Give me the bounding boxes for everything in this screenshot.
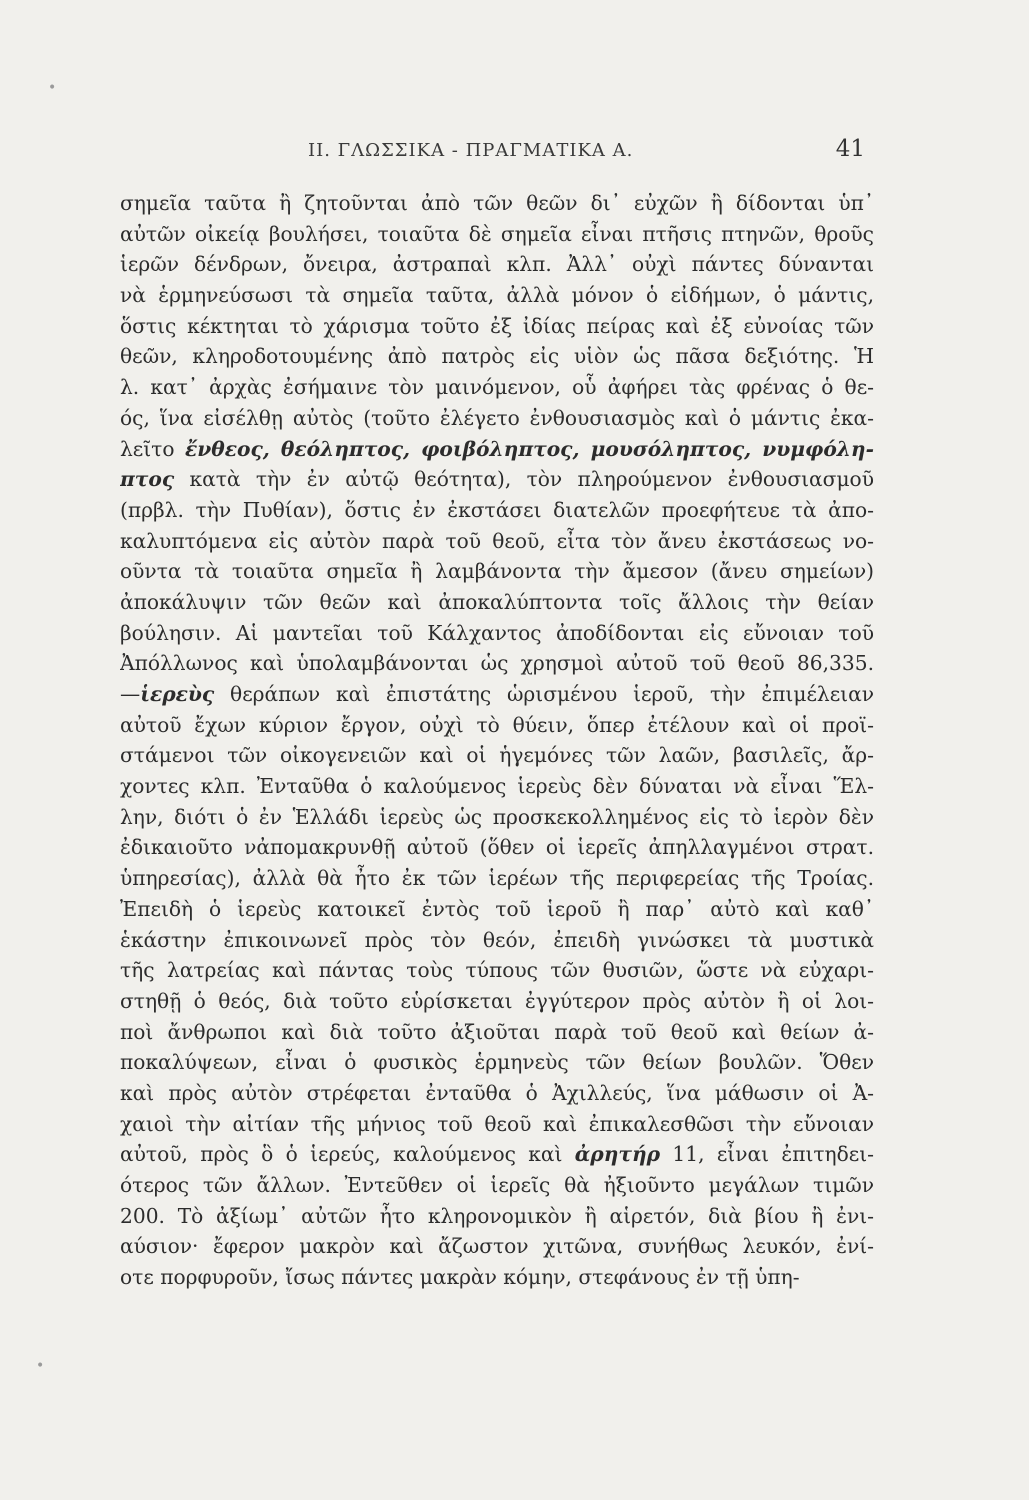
page-number: 41 — [835, 136, 865, 162]
margin-speck: • — [48, 80, 57, 96]
text-segment: ὑπηρεσίας), ἀλλὰ θὰ ἦτο ἐκ τῶν ἱερέων τῆς περιφερείας τῆς Τροίας. — [120, 866, 874, 891]
text-segment: οῦντα τὰ τοιαῦτα σημεῖα ἢ λαμβάνοντα τὴν ἄμεσον (ἄνευ σημείων) — [120, 559, 874, 584]
text-line — [120, 341, 874, 372]
running-title: II. ΓΛΩΣΣΙΚΑ - ΠΡΑΓΜΑΤΙΚΑ Α. — [308, 140, 634, 161]
text-line — [120, 710, 874, 741]
text-segment: ότερος τῶν ἄλλων. Ἐντεῦθεν οἱ ἱερεῖς θὰ ἠξιοῦντο μεγάλων τιμῶν — [120, 1173, 874, 1197]
text-segment: — — [120, 682, 141, 706]
text-line — [120, 771, 874, 802]
text-segment: θεῶν, κληροδοτουμένης ἀπὸ πατρὸς εἰς υἱὸν ὡς πᾶσα δεξιότης. Ἡ — [120, 344, 874, 369]
text-line — [120, 894, 874, 925]
text-line — [120, 403, 874, 434]
text-segment: Ἀπόλλωνος καὶ ὑπολαμβάνονται ὡς χρησμοὶ αὐτοῦ τοῦ θεοῦ 86,335. — [120, 651, 874, 676]
text-segment: Ἐπειδὴ ὁ ἱερεὺς κατοικεῖ ἐντὸς τοῦ ἱεροῦ ἢ παρ᾽ αὐτὸ καὶ καθ᾽ — [120, 896, 874, 921]
text-segment: ός, ἵνα εἰσέλθῃ αὐτὸς (τοῦτο ἐλέγετο ἐνθουσιασμὸς καὶ ὁ μάντις ἐκα- — [120, 405, 874, 430]
text-segment: αὐτοῦ, πρὸς ὃ ὁ ἱερεύς, καλούμενος καὶ — [120, 1142, 575, 1167]
text-segment: αύσιον· ἔφερον μακρὸν καὶ ἄζωστον χιτῶνα, συνήθως λευκόν, ἐνί- — [120, 1234, 874, 1259]
text-line — [120, 587, 874, 618]
text-segment: νὰ ἑρμηνεύσωσι τὰ σημεῖα ταῦτα, ἀλλὰ μόνον ὁ εἰδήμων, ὁ μάντις, — [120, 283, 874, 308]
text-line — [120, 1231, 874, 1262]
text-segment: ἀποκάλυψιν τῶν θεῶν καὶ ἀποκαλύπτοντα τοῖς ἄλλοις τὴν θείαν — [120, 589, 874, 614]
text-segment: χοντες κλπ. Ἐνταῦθα ὁ καλούμενος ἱερεὺς δὲν δύναται νὰ εἶναι Ἕλ- — [120, 774, 874, 799]
text-segment: τῆς λατρείας καὶ πάντας τοὺς τύπους τῶν θυσιῶν, ὥστε νὰ εὐχαρι- — [120, 958, 874, 983]
bold-term: ἱερεὺς — [140, 682, 215, 706]
text-segment: ποκαλύψεων, εἶναι ὁ φυσικὸς ἑρμηνεὺς τῶν θείων βουλῶν. Ὅθεν — [120, 1050, 874, 1075]
text-line — [120, 434, 874, 465]
text-segment: χαιοὶ τὴν αἰτίαν τῆς μήνιος τοῦ θεοῦ καὶ ἐπικαλεσθῶσι τὴν εὔνοιαν — [120, 1111, 874, 1136]
margin-speck: • — [36, 1358, 45, 1374]
text-line — [120, 618, 874, 649]
text-line — [120, 1262, 874, 1293]
text-segment: ὅστις κέκτηται τὸ χάρισμα τοῦτο ἐξ ἰδίας πείρας καὶ ἐξ εὐνοίας τῶν — [120, 313, 874, 338]
text-segment: καὶ πρὸς αὐτὸν στρέφεται ἐνταῦθα ὁ Ἀχιλλεύς, ἵνα μάθωσιν οἱ Ἀ- — [120, 1080, 874, 1105]
text-line — [120, 679, 874, 710]
text-segment: στάμενοι τῶν οἰκογενειῶν καὶ οἱ ἡγεμόνες τῶν λαῶν, βασιλεῖς, ἄρ- — [120, 743, 874, 768]
text-segment: αὐτοῦ ἔχων κύριον ἔργον, οὐχὶ τὸ θύειν, ὅπερ ἐτέλουν καὶ οἱ προϊ- — [120, 712, 874, 737]
text-line — [120, 556, 874, 587]
text-segment: θεράπων καὶ ἐπιστάτης ὡρισμένου ἱεροῦ, τὴν ἐπιμέλειαν — [214, 682, 874, 706]
bold-term: ἀρητήρ — [574, 1142, 661, 1167]
text-segment: λην, διότι ὁ ἐν Ἑλλάδι ἱερεὺς ὡς προσκεκολλημένος εἰς τὸ ἱερὸν δὲν — [120, 804, 874, 829]
text-line — [120, 249, 874, 280]
text-line — [120, 526, 874, 557]
body-text — [120, 188, 874, 1293]
text-line — [120, 219, 874, 250]
text-segment: 200. Τὸ ἀξίωμ᾽ αὐτῶν ἦτο κληρονομικὸν ἢ αἱρετόν, διὰ βίου ἢ ἐνι- — [120, 1203, 874, 1228]
text-line — [120, 464, 874, 495]
text-segment: κατὰ τὴν ἐν αὐτῷ θεότητα), τὸν πληρούμενον ἐνθουσιασμοῦ — [174, 467, 874, 492]
text-line — [120, 986, 874, 1017]
text-line — [120, 372, 874, 403]
text-line — [120, 311, 874, 342]
text-line — [120, 955, 874, 986]
text-segment: σημεῖα ταῦτα ἢ ζητοῦνται ἀπὸ τῶν θεῶν δι᾽ εὐχῶν ἢ δίδονται ὑπ᾽ — [120, 191, 874, 215]
text-line — [120, 1047, 874, 1078]
text-line — [120, 280, 874, 311]
bold-term: ἔνθεος, θεόληπτος, φοιβόληπτος, μουσόληπτος, νυμφόλη- — [184, 436, 874, 461]
text-segment: οτε πορφυροῦν, ἴσως πάντες μακρὰν κόμην, στεφάνους ἐν τῇ ὑπη- — [120, 1265, 800, 1290]
text-segment: βούλησιν. Αἱ μαντεῖαι τοῦ Κάλχαντος ἀποδίδονται εἰς εὔνοιαν τοῦ — [120, 620, 874, 645]
text-segment: ἐδικαιοῦτο νἀπομακρυνθῇ αὐτοῦ (ὅθεν οἱ ἱερεῖς ἀπηλλαγμένοι στρατ. — [120, 835, 874, 860]
text-line — [120, 832, 874, 863]
text-line — [120, 740, 874, 771]
text-segment: 11, εἶναι ἐπιτηδει- — [660, 1142, 874, 1167]
text-segment: (πρβλ. τὴν Πυθίαν), ὅστις ἐν ἐκστάσει διατελῶν προεφήτευε τὰ ἀπο- — [120, 497, 874, 522]
text-line — [120, 802, 874, 833]
text-line — [120, 1170, 874, 1201]
text-segment: ἑκάστην ἐπικοινωνεῖ πρὸς τὸν θεόν, ἐπειδὴ γινώσκει τὰ μυστικὰ — [120, 927, 874, 952]
text-line — [120, 863, 874, 894]
text-line — [120, 188, 874, 219]
text-line — [120, 1078, 874, 1109]
text-line — [120, 1109, 874, 1140]
text-segment: ἱερῶν δένδρων, ὄνειρα, ἀστραπαὶ κλπ. Ἀλλ᾽ οὐχὶ πάντες δύνανται — [120, 252, 874, 277]
text-segment: λ. κατ᾽ ἀρχὰς ἐσήμαινε τὸν μαινόμενον, οὗ ἀφήρει τὰς φρένας ὁ θε- — [120, 375, 874, 400]
text-line — [120, 1139, 874, 1170]
text-segment: στηθῇ ὁ θεός, διὰ τοῦτο εὑρίσκεται ἐγγύτερον πρὸς αὐτὸν ἢ οἱ λοι- — [120, 988, 874, 1013]
text-segment: ποὶ ἄνθρωποι καὶ διὰ τοῦτο ἀξιοῦται παρὰ τοῦ θεοῦ καὶ θείων ἀ- — [120, 1019, 874, 1044]
text-line — [120, 1017, 874, 1048]
bold-term: πτος — [120, 467, 175, 492]
text-line — [120, 925, 874, 956]
text-segment: λεῖτο — [120, 436, 185, 461]
page-header — [120, 136, 865, 166]
text-segment: αὐτῶν οἰκείᾳ βουλήσει, τοιαῦτα δὲ σημεῖα εἶναι πτῆσις πτηνῶν, θροῦς — [120, 221, 874, 246]
text-line — [120, 495, 874, 526]
text-line — [120, 1201, 874, 1232]
text-segment: καλυπτόμενα εἰς αὐτὸν παρὰ τοῦ θεοῦ, εἶτα τὸν ἄνευ ἐκστάσεως νο- — [120, 528, 874, 553]
text-line — [120, 648, 874, 679]
